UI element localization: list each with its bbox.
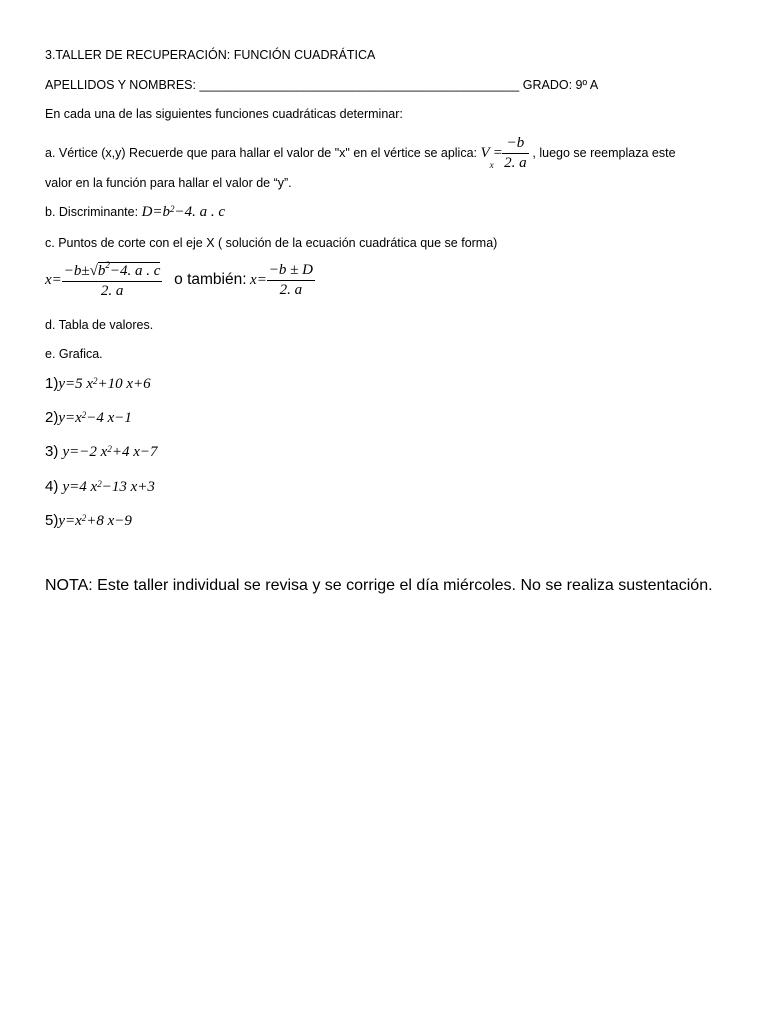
item-a-text-after: , luego se reemplaza este xyxy=(532,145,676,160)
equation-item xyxy=(45,513,132,529)
name-blank: ______________________________________________ xyxy=(199,78,520,92)
intro-text: En cada una de las siguientes funciones cuadráticas determinar: xyxy=(45,107,403,121)
equation-item xyxy=(45,376,151,392)
item-a-line2: valor en la función para hallar el valor de “y”. xyxy=(45,176,292,190)
equation-formula: $y=x^2-4$ x−1 xyxy=(58,410,132,426)
item-d: d. Tabla de valores. xyxy=(45,318,154,332)
discriminant-formula: $D=b^2-4$. a . c xyxy=(141,204,226,220)
item-b xyxy=(45,204,225,220)
equation-formula: $y=x^2+8$ x−9 xyxy=(58,513,132,529)
equation-label: 4) xyxy=(45,478,63,495)
equation-item xyxy=(45,444,157,460)
vertex-formula: $V_x=$ $\frac{-b}{2. a}$ xyxy=(480,135,527,171)
name-label: APELLIDOS Y NOMBRES: xyxy=(45,78,196,92)
grade-label: GRADO: 9º A xyxy=(522,78,599,92)
note-text: NOTA: Este taller individual se revisa y se corrige el día miércoles. No se realiza sustentación. xyxy=(45,577,713,594)
item-c-text: c. Puntos de corte con el eje X ( solución de la ecuación cuadrática que se forma) xyxy=(45,236,498,250)
item-b-text: b. Discriminante: xyxy=(45,205,139,219)
item-a xyxy=(45,136,676,171)
equation-item xyxy=(45,410,132,426)
quadratic-formula: x= $\frac{-b\pm√b^2-4. a . c}{2. a}$ xyxy=(45,260,161,299)
equation-label: 3) xyxy=(45,443,63,460)
item-a-text: a. Vértice (x,y) Recuerde que para hallar el valor de "x" en el vértice se aplica: xyxy=(45,145,478,160)
document-title: 3.TALLER DE RECUPERACIÓN: FUNCIÓN CUADRÁTICA xyxy=(45,48,376,62)
equation-formula: y=5 $x^2+10$ x+6 xyxy=(58,376,151,392)
also-text: o también: xyxy=(174,270,247,288)
equation-item xyxy=(45,479,155,495)
name-grade-line xyxy=(45,77,598,93)
item-c-formulas xyxy=(45,262,315,299)
equation-formula: y=4 $x^2-13$ x+3 xyxy=(62,479,155,495)
equation-formula: y=−2 $x^2+4$ x−7 xyxy=(62,444,158,460)
equation-label: 5) xyxy=(45,512,59,529)
equation-label: 2) xyxy=(45,409,59,426)
equation-label: 1) xyxy=(45,375,59,392)
item-e: e. Grafica. xyxy=(45,347,103,361)
alt-formula: x= $\frac{-b \pm D}{2. a}$ xyxy=(250,262,313,298)
